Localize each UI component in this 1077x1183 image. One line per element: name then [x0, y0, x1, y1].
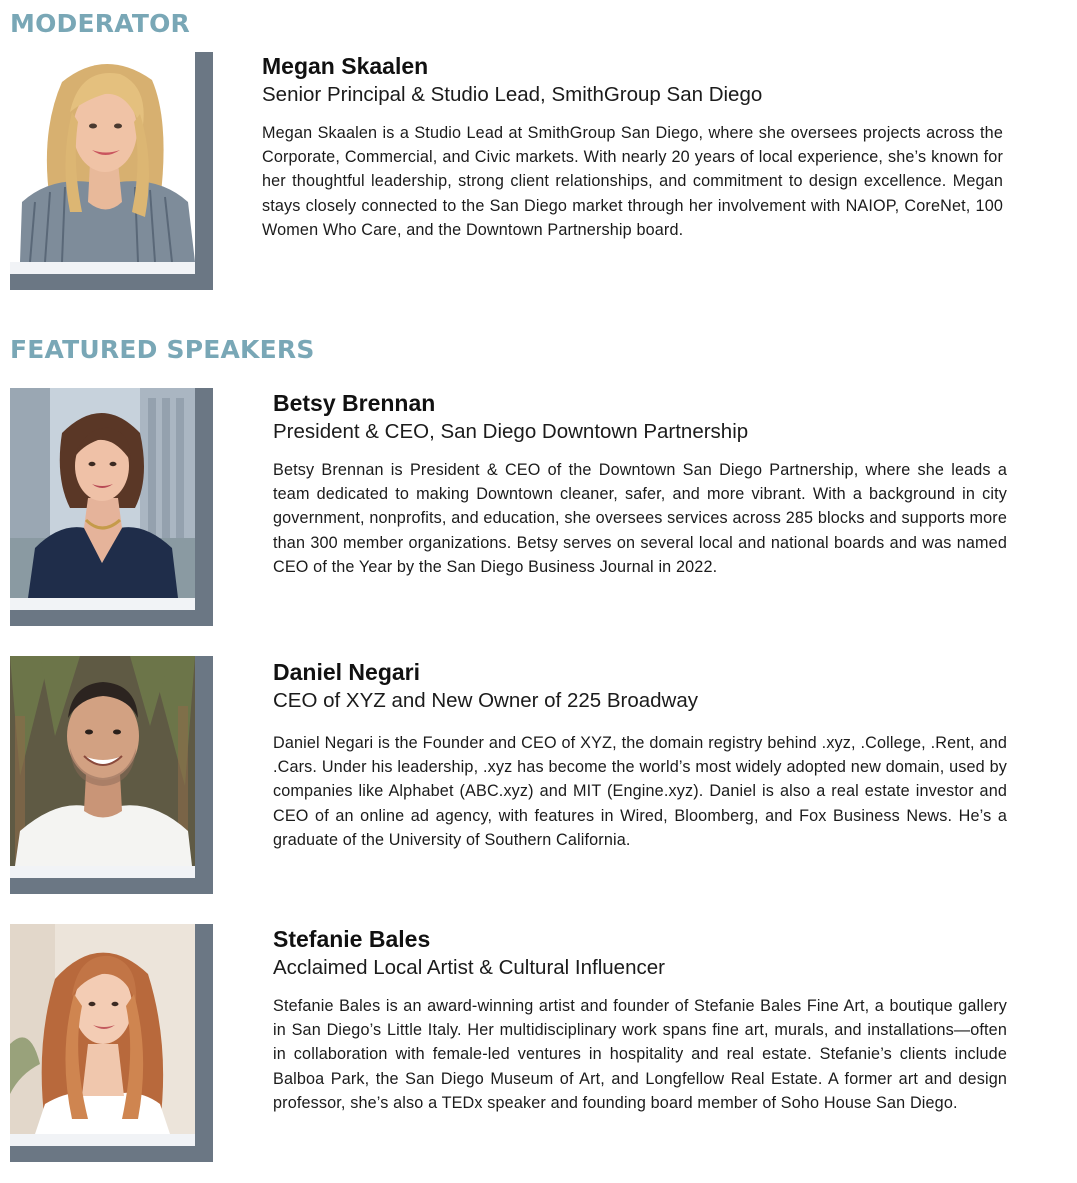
speaker-role: President & CEO, San Diego Downtown Partnership: [273, 420, 749, 443]
speaker-photo-frame: [10, 656, 213, 894]
speaker-photo-stefanie-bales: [10, 924, 195, 1134]
moderator-role: Senior Principal & Studio Lead, SmithGroup San Diego: [262, 83, 763, 106]
speaker-info: [273, 389, 1007, 579]
speaker-photo-betsy-brennan: [10, 388, 195, 598]
speaker-bio: Daniel Negari is the Founder and CEO of XYZ, the domain registry behind .xyz, .College, .Rent, and .Cars. Under his leadership, .xyz has become the world’s most widely adopted new domain, used by companies like Alphabet (ABC.xyz) and MIT (Engine.xyz). Daniel is also a real estate investor and CEO of an online ad agency, with features in Wired, Bloomberg, and Fox Business News. He’s a graduate of the University of Southern California.: [273, 734, 1007, 849]
speaker-role: CEO of XYZ and New Owner of 225 Broadway: [273, 689, 699, 712]
speaker-photo-daniel-negari: [10, 656, 195, 866]
speaker-name: Daniel Negari: [273, 659, 420, 685]
speaker-photo-frame: [10, 924, 213, 1162]
speaker-info: [273, 925, 1007, 1115]
speaker-name: Stefanie Bales: [273, 926, 431, 952]
speaker-role: Acclaimed Local Artist & Cultural Influencer: [273, 956, 665, 979]
speaker-bio: Stefanie Bales is an award-winning artist and founder of Stefanie Bales Fine Art, a boutique gallery in San Diego’s Little Italy. Her multidisciplinary work spans fine art, murals, and installations—often in collaboration with female-led ventures in hospitality and real estate. Stefanie’s clients include Balboa Park, the San Diego Museum of Art, and Longfellow Real Estate. A former art and design professor, she’s also a TEDx speaker and founding board member of Soho House San Diego.: [273, 997, 1007, 1112]
moderator-bio: Megan Skaalen is a Studio Lead at SmithGroup San Diego, where she oversees projects across the Corporate, Commercial, and Civic markets. With nearly 20 years of local experience, she’s known for her thoughtful leadership, strong client relationships, and commitment to design excellence. Megan stays closely connected to the San Diego market through her involvement with NAIOP, CoreNet, 100 Women Who Care, and the Downtown Partnership board.: [262, 124, 1003, 239]
moderator-heading: MODERATOR: [10, 9, 190, 38]
speaker-info: [273, 658, 1007, 852]
moderator-photo-frame: [10, 52, 213, 290]
speaker-name: Betsy Brennan: [273, 390, 436, 416]
moderator-info: [262, 52, 1003, 242]
featured-speakers-heading: FEATURED SPEAKERS: [10, 335, 315, 364]
moderator-name: Megan Skaalen: [262, 53, 429, 79]
speaker-photo-frame: [10, 388, 213, 626]
speaker-bio: Betsy Brennan is President & CEO of the Downtown San Diego Partnership, where she leads a team dedicated to making Downtown cleaner, safer, and more vibrant. With a background in city government, nonprofits, and education, she oversees services across 285 blocks and supports more than 300 member organizations. Betsy serves on several local and national boards and was named CEO of the Year by the San Diego Business Journal in 2022.: [273, 461, 1007, 576]
moderator-photo: [10, 52, 195, 262]
